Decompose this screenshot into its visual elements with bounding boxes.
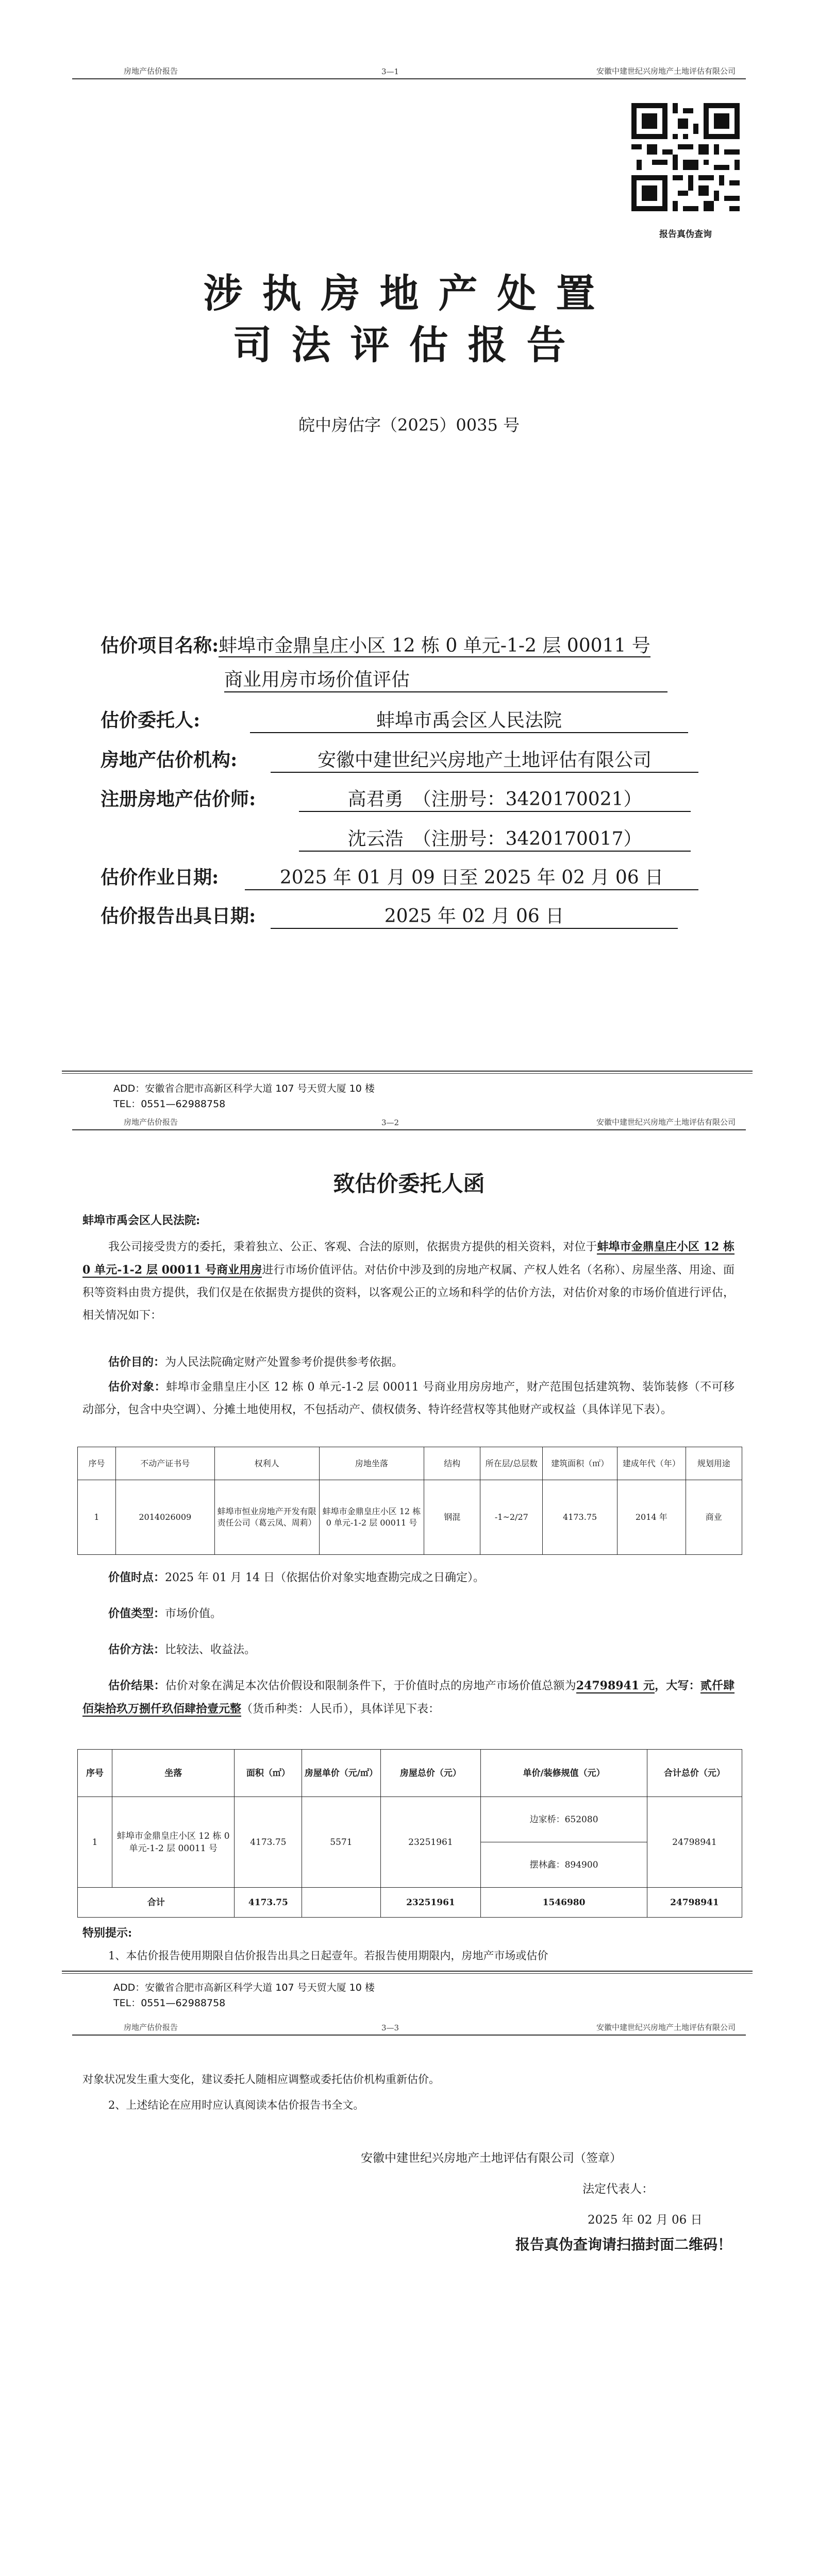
footer-address: ADD：安徽省合肥市高新区科学大道 107 号天贸大厦 10 楼 — [113, 1982, 375, 1993]
th2-area: 面积（㎡） — [235, 1750, 302, 1797]
th2-sum: 合计总价（元） — [647, 1750, 742, 1797]
cell-cert: 2014026009 — [116, 1480, 215, 1555]
qr-caption: 报告真伪查询 — [659, 229, 712, 240]
sum-grand-total: 24798941 — [647, 1888, 742, 1918]
cell-area: 4173.75 — [235, 1797, 302, 1888]
qr-code — [631, 103, 740, 211]
intro-paragraph — [82, 1235, 734, 1327]
tip-1-continued: 对象状况发生重大变化，建议委托人随相应调整或委托估价机构重新估价。 — [82, 2073, 440, 2086]
th2-no: 序号 — [78, 1750, 112, 1797]
page2-footer — [62, 1971, 753, 2011]
project-value-line2: 商业用房市场价值评估 — [224, 665, 667, 692]
result-text-tail: （货币种类：人民币），具体详见下表： — [241, 1703, 440, 1716]
value-time-line — [82, 1566, 734, 1589]
header-left: 房地产估价报告 — [124, 2023, 178, 2032]
cell-decoration-2: 摆林鑫：894900 — [481, 1842, 647, 1888]
result-amount-capital: 贰仟肆佰柒拾玖万捌仟玖佰肆拾壹元整 — [82, 1679, 734, 1716]
cell-location: 蚌埠市金鼎皇庄小区 12 栋 0 单元-1-2 层 00011 号 — [319, 1480, 424, 1555]
page1-header — [72, 61, 746, 79]
addressee: 蚌埠市禹会区人民法院: — [82, 1214, 201, 1227]
purpose-text: 为人民法院确定财产处置参考价提供参考依据。 — [165, 1356, 404, 1369]
project-value: 蚌埠市金鼎皇庄小区 12 栋 0 单元-1-2 层 00011 号 — [219, 635, 650, 656]
header-left: 房地产估价报告 — [124, 1117, 178, 1127]
th-location: 房地坐落 — [319, 1447, 424, 1480]
object-text: 蚌埠市金鼎皇庄小区 12 栋 0 单元-1-2 层 00011 号商业用房房地产，财产范围包括建筑物、装饰装修（不可移动部分，包含中央空调）、分摊土地使用权，不包括动产、债权债务、特许经营权等其他财产或权益（具体详见下表）。 — [82, 1381, 734, 1416]
header-page-no: 3—1 — [381, 67, 399, 76]
cell-use: 商业 — [686, 1480, 742, 1555]
agency-label: 房地产估价机构: — [101, 749, 238, 771]
page3-header — [72, 2017, 746, 2036]
appraiser-label: 注册房地产估价师: — [101, 788, 256, 810]
header-right: 安徽中建世纪兴房地产土地评估有限公司 — [596, 66, 736, 76]
result-cap-label: ，大写： — [655, 1679, 700, 1692]
letter-title: 致估价委托人函 — [333, 1171, 485, 1196]
verify-notice: 报告真伪查询请扫描封面二维码！ — [515, 2236, 732, 2253]
appraiser-1: 高君勇 （注册号：3420170021） — [299, 785, 691, 812]
tips-title: 特别提示: — [82, 1926, 132, 1940]
appraiser-2: 沈云浩 （注册号：3420170017） — [299, 824, 691, 852]
value-type-text: 市场价值。 — [165, 1607, 222, 1620]
value-time-text: 2025 年 01 月 14 日（依据估价对象实地查勘完成之日确定）。 — [165, 1571, 485, 1584]
value-type-label: 价值类型： — [108, 1607, 165, 1620]
cell-sum: 24798941 — [647, 1797, 742, 1888]
sum-total: 23251961 — [380, 1888, 481, 1918]
th2-loc: 坐落 — [112, 1750, 235, 1797]
intro-text-after: 进行市场价值评估。对估价中涉及到的房地产权属、产权人姓名（名称）、房屋坐落、用途、面积等资料由贵方提供，我们仅是在依据贵方提供的资料，以客观公正的立场和科学的估价方法，对估价对象的市场价值进行评估，相关情况如下： — [82, 1264, 734, 1322]
report-number: 皖中房估字（2025）0035 号 — [298, 415, 520, 435]
method-label: 估价方法： — [108, 1643, 165, 1656]
issue-date-value: 2025 年 02 月 06 日 — [271, 902, 678, 929]
th-owner: 权利人 — [214, 1447, 319, 1480]
company-signature: 安徽中建世纪兴房地产土地评估有限公司（签章） — [361, 2151, 622, 2165]
report-title-line1: 涉执房地产处置 — [203, 270, 615, 316]
th2-decoration: 单价/装修规值（元） — [481, 1750, 647, 1797]
tip-2: 2、上述结论在应用时应认真阅读本估价报告书全文。 — [108, 2099, 364, 2111]
header-right: 安徽中建世纪兴房地产土地评估有限公司 — [596, 2023, 736, 2032]
cell-no: 1 — [78, 1480, 116, 1555]
th-use: 规划用途 — [686, 1447, 742, 1480]
cell-owner: 蚌埠市恒业房地产开发有限责任公司（葛云凤、周莉） — [214, 1480, 319, 1555]
signature-date: 2025 年 02 月 06 日 — [588, 2213, 703, 2227]
work-date-label: 估价作业日期: — [101, 867, 219, 888]
cell-floor: -1~2/27 — [480, 1480, 543, 1555]
work-date-value: 2025 年 01 月 09 日至 2025 年 02 月 06 日 — [245, 863, 698, 890]
table-row — [78, 1797, 742, 1842]
purpose-label: 估价目的： — [108, 1355, 165, 1369]
client-value: 蚌埠市禹会区人民法院 — [250, 706, 688, 733]
page2-header — [72, 1112, 746, 1130]
method-text: 比较法、收益法。 — [165, 1643, 256, 1656]
th-no: 序号 — [78, 1447, 116, 1480]
footer-tel: TEL：0551—62988758 — [113, 1098, 226, 1110]
th2-unit: 房屋单价（元/㎡） — [302, 1750, 380, 1797]
header-page-no: 3—2 — [381, 1118, 399, 1127]
footer-tel: TEL：0551—62988758 — [113, 1997, 226, 2009]
th-area: 建筑面积（㎡） — [543, 1447, 617, 1480]
th-structure: 结构 — [424, 1447, 480, 1480]
page1-footer — [62, 1071, 753, 1112]
issue-date-label: 估价报告出具日期: — [101, 905, 256, 927]
cell-year: 2014 年 — [617, 1480, 686, 1555]
header-page-no: 3—3 — [381, 2023, 399, 2032]
cell-no: 1 — [78, 1797, 112, 1888]
sum-decoration: 1546980 — [481, 1888, 647, 1918]
value-time-label: 价值时点： — [108, 1571, 165, 1584]
report-title-line2: 司法评估报告 — [232, 322, 586, 368]
th-floor: 所在层/总层数 — [480, 1447, 543, 1480]
result-amount: 24798941 元 — [576, 1679, 655, 1692]
sum-row — [78, 1888, 742, 1918]
cell-structure: 钢混 — [424, 1480, 480, 1555]
sum-area: 4173.75 — [235, 1888, 302, 1918]
cell-decoration-1: 边家桥：652080 — [481, 1797, 647, 1842]
cell-total: 23251961 — [380, 1797, 481, 1888]
th-cert: 不动产证书号 — [116, 1447, 215, 1480]
property-table — [77, 1447, 742, 1555]
result-paragraph — [82, 1674, 734, 1721]
intro-property: 蚌埠市金鼎皇庄小区 12 栋 0 单元-1-2 层 00011 号商业用房 — [82, 1240, 734, 1277]
table-row — [78, 1480, 742, 1555]
header-right: 安徽中建世纪兴房地产土地评估有限公司 — [596, 1117, 736, 1127]
tip-1: 1、本估价报告使用期限自估价报告出具之日起壹年。若报告使用期限内，房地产市场或估价 — [108, 1950, 548, 1962]
intro-text-before: 我公司接受贵方的委托，秉着独立、公正、客观、合法的原则，依据贵方提供的相关资料，对位于 — [108, 1241, 597, 1253]
sum-label: 合计 — [78, 1888, 235, 1918]
object-label: 估价对象： — [108, 1380, 166, 1394]
result-text: 估价对象在满足本次估价假设和限制条件下，于价值时点的房地产市场价值总额为 — [165, 1680, 576, 1692]
client-label: 估价委托人: — [101, 709, 201, 731]
agency-value: 安徽中建世纪兴房地产土地评估有限公司 — [271, 745, 698, 773]
footer-address: ADD：安徽省合肥市高新区科学大道 107 号天贸大厦 10 楼 — [113, 1083, 375, 1094]
header-left: 房地产估价报告 — [124, 66, 178, 76]
th2-total: 房屋总价（元） — [380, 1750, 481, 1797]
th-year: 建成年代（年） — [617, 1447, 686, 1480]
method-line — [82, 1638, 734, 1662]
result-label: 估价结果： — [108, 1679, 165, 1692]
valuation-table — [77, 1749, 742, 1918]
value-type-line — [82, 1602, 734, 1625]
project-label: 估价项目名称: — [101, 635, 219, 656]
legal-representative: 法定代表人： — [582, 2182, 654, 2196]
purpose-line — [82, 1351, 734, 1374]
cell-location: 蚌埠市金鼎皇庄小区 12 栋 0 单元-1-2 层 00011 号 — [112, 1797, 235, 1888]
cell-unit-price: 5571 — [302, 1797, 380, 1888]
object-paragraph — [82, 1376, 734, 1421]
cell-area: 4173.75 — [543, 1480, 617, 1555]
